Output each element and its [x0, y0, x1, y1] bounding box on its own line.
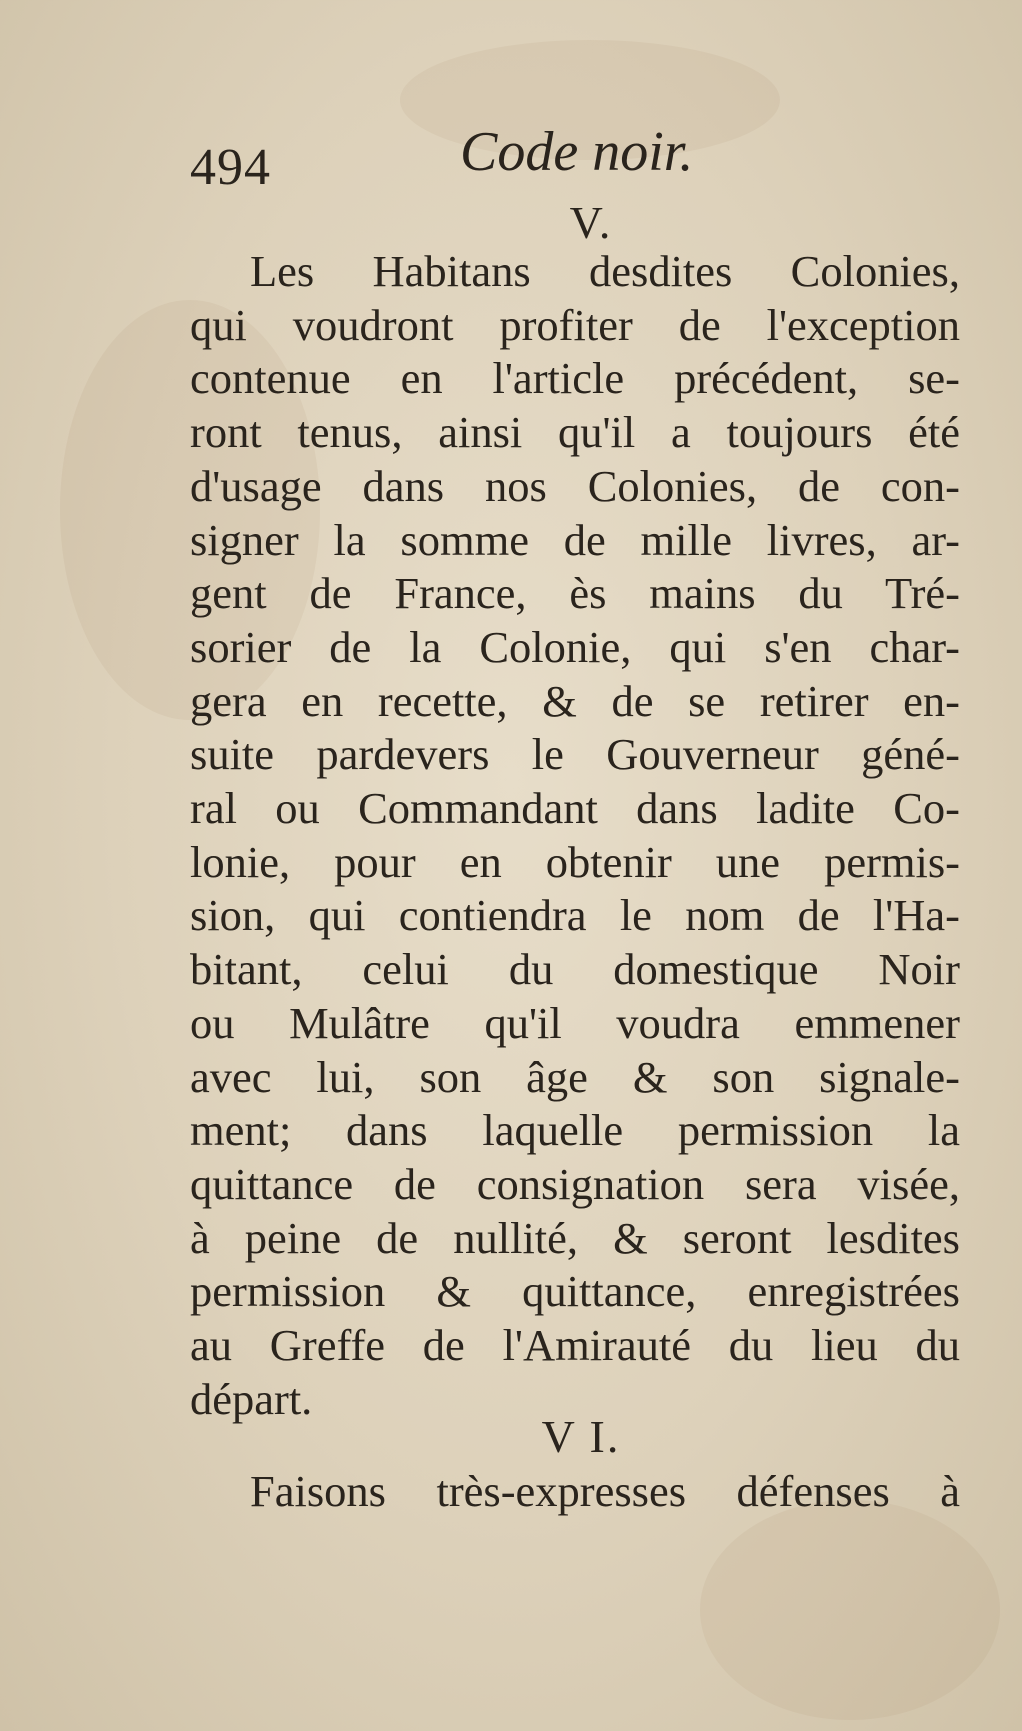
text-line: qui voudront profiter de l'exception	[190, 299, 960, 350]
text-line: signer la somme de mille livres, ar-	[190, 514, 960, 565]
text-line: lonie, pour en obtenir une permis-	[190, 836, 960, 887]
text-line: ral ou Commandant dans ladite Co-	[190, 783, 960, 834]
article-heading-5: V.	[569, 197, 613, 248]
running-title: Code noir.	[460, 121, 694, 183]
article-5-body	[190, 245, 960, 1426]
article-6-first-line: Faisons très-expresses défenses à	[250, 1466, 960, 1516]
text-line: ment; dans laquelle permission la	[190, 1105, 960, 1156]
page-number: 494	[190, 139, 271, 196]
text-line: à peine de nullité, & seront lesdites	[190, 1212, 960, 1263]
text-line: permission & quittance, enregistrées	[190, 1266, 960, 1317]
text-line: sorier de la Colonie, qui s'en char-	[190, 621, 960, 672]
text-line: quittance de consignation sera visée,	[190, 1158, 960, 1209]
text-line: contenue en l'article précédent, se-	[190, 353, 960, 404]
text-line: suite pardevers le Gouverneur géné-	[190, 729, 960, 780]
text-line: au Greffe de l'Amirauté du lieu du	[190, 1320, 960, 1371]
text-line: d'usage dans nos Colonies, de con-	[190, 460, 960, 511]
text-line: sion, qui contiendra le nom de l'Ha-	[190, 890, 960, 941]
text-line: gera en recette, & de se retirer en-	[190, 675, 960, 726]
text-line: ront tenus, ainsi qu'il a toujours été	[190, 407, 960, 458]
text-line: ou Mulâtre qu'il voudra emmener	[190, 997, 960, 1048]
text-line: avec lui, son âge & son signale-	[190, 1051, 960, 1102]
text-line: départ.	[190, 1373, 313, 1424]
text-line: Les Habitans desdites Colonies,	[250, 246, 960, 296]
paper-stain	[700, 1500, 1000, 1720]
text-line: bitant, celui du domestique Noir	[190, 944, 960, 995]
page-header	[190, 120, 890, 200]
article-heading-6: V I.	[541, 1411, 621, 1462]
text-line: gent de France, ès mains du Tré-	[190, 568, 960, 619]
